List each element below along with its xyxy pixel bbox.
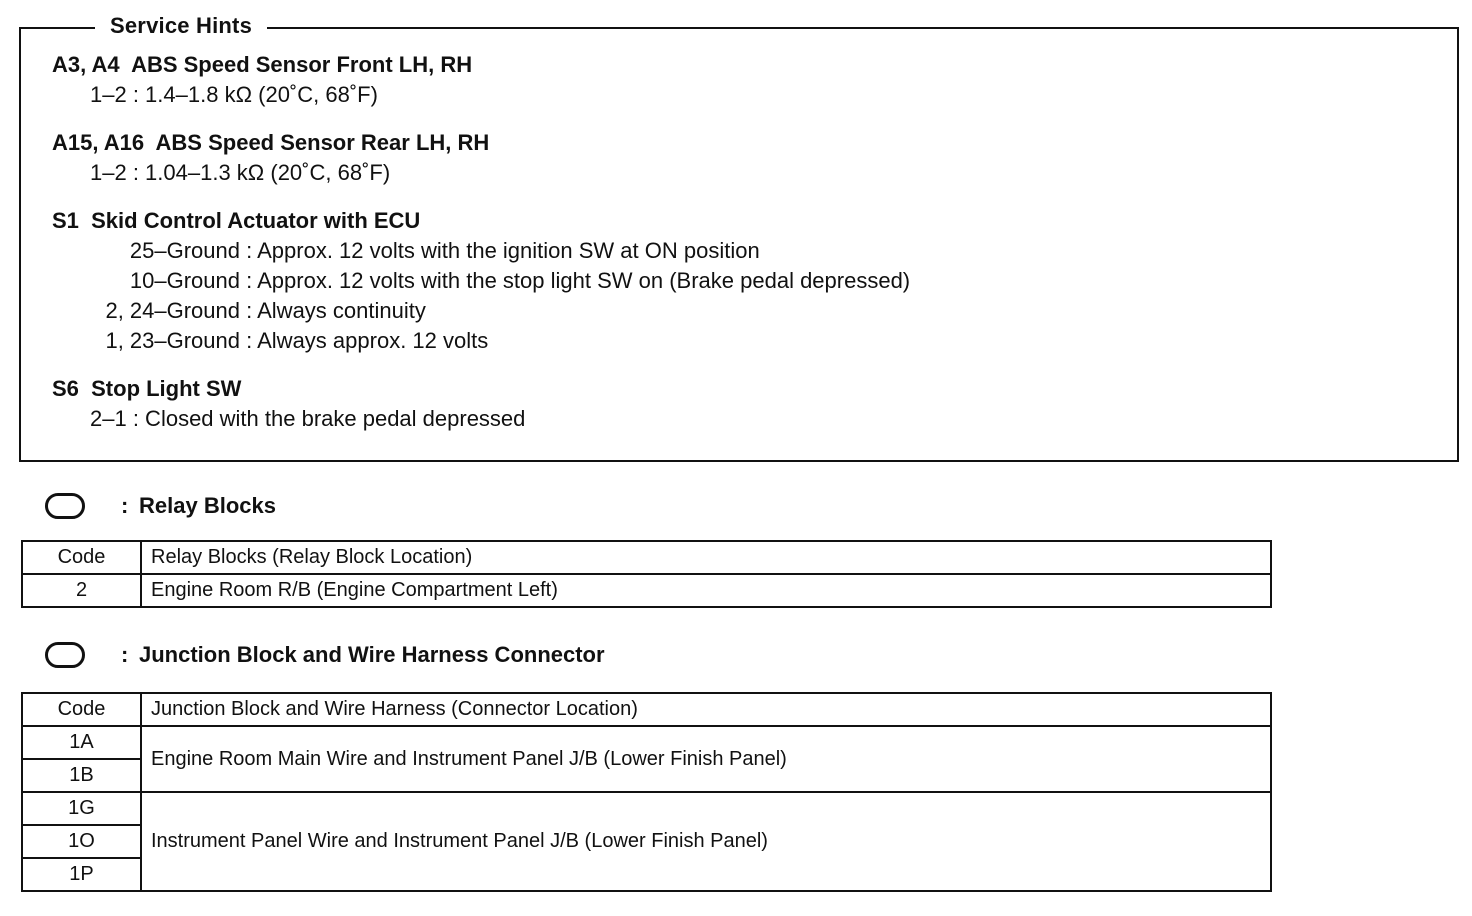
hint-line (52, 158, 489, 188)
table-header-row (22, 541, 1271, 574)
hint-group-front-sensor (52, 50, 472, 110)
legend-colon: : (121, 493, 129, 518)
header-desc: Junction Block and Wire Harness (Connector Location) (141, 693, 1271, 726)
rounded-rectangle-icon (45, 642, 85, 668)
hint-group-skid-control (52, 206, 910, 356)
hint-heading: S1 Skid Control Actuator with ECU (52, 208, 421, 233)
hint-group-rear-sensor (52, 128, 489, 188)
legend-label: Junction Block and Wire Harness Connector (139, 642, 605, 667)
row-desc: Engine Room Main Wire and Instrument Panel J/B (Lower Finish Panel) (141, 726, 1271, 792)
legend-label: Relay Blocks (139, 493, 276, 518)
row-code: 1O (22, 825, 141, 858)
header-code: Code (22, 541, 141, 574)
hint-pin: 10–Ground (129, 268, 240, 293)
row-code: 1A (22, 726, 141, 759)
hint-line (52, 404, 525, 434)
hint-pin: 1–2 (90, 160, 127, 185)
junction-block-table (21, 692, 1272, 892)
hint-line (52, 266, 910, 296)
row-desc: Instrument Panel Wire and Instrument Panel J/B (Lower Finish Panel) (141, 792, 1271, 891)
legend-colon: : (121, 642, 129, 667)
junction-block-legend (45, 642, 605, 668)
table-row (22, 726, 1271, 759)
hint-pin: 2, 24–Ground (105, 298, 240, 323)
table-row (22, 792, 1271, 825)
hint-text: : Always approx. 12 volts (240, 328, 489, 353)
hint-group-stop-light (52, 374, 525, 434)
row-desc: Engine Room R/B (Engine Compartment Left) (141, 574, 1271, 607)
hint-text: : Approx. 12 volts with the ignition SW at ON position (240, 238, 760, 263)
hint-pin: 1–2 (90, 82, 127, 107)
header-code: Code (22, 693, 141, 726)
hint-text: : 1.4–1.8 kΩ (20˚C, 68˚F) (126, 82, 378, 107)
row-code: 1P (22, 858, 141, 891)
relay-blocks-legend (45, 493, 276, 519)
table-header-row (22, 693, 1271, 726)
hint-text: : Always continuity (240, 298, 426, 323)
hint-text: : Closed with the brake pedal depressed (126, 406, 526, 431)
hint-pin: 1, 23–Ground (105, 328, 240, 353)
service-hints-title: Service Hints (95, 12, 267, 40)
header-desc: Relay Blocks (Relay Block Location) (141, 541, 1271, 574)
row-code: 1B (22, 759, 141, 792)
row-code: 1G (22, 792, 141, 825)
hint-line (52, 80, 472, 110)
hint-heading: A3, A4 ABS Speed Sensor Front LH, RH (52, 52, 473, 77)
rounded-rectangle-icon (45, 493, 85, 519)
row-code: 2 (22, 574, 141, 607)
hint-text: : Approx. 12 volts with the stop light SW on (Brake pedal depressed) (240, 268, 911, 293)
hint-pin: 2–1 (90, 406, 127, 431)
hint-line (52, 236, 910, 266)
hint-heading: S6 Stop Light SW (52, 376, 242, 401)
table-row (22, 574, 1271, 607)
hint-pin: 25–Ground (129, 238, 240, 263)
relay-blocks-table (21, 540, 1272, 608)
hint-line (52, 296, 910, 326)
hint-line (52, 326, 910, 356)
hint-text: : 1.04–1.3 kΩ (20˚C, 68˚F) (126, 160, 391, 185)
hint-heading: A15, A16 ABS Speed Sensor Rear LH, RH (52, 130, 490, 155)
